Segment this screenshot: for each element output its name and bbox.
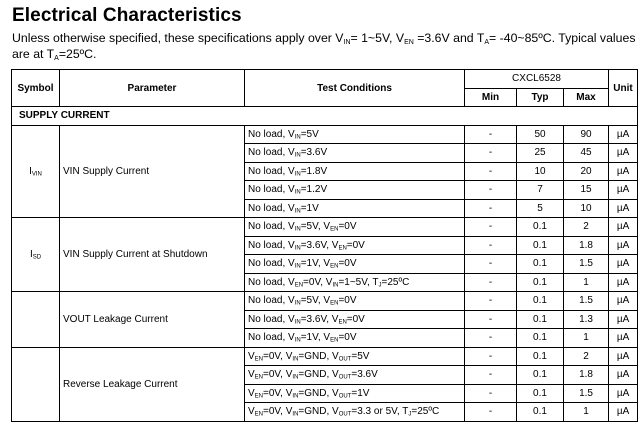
min-cell: - bbox=[465, 144, 517, 163]
header-min: Min bbox=[465, 88, 517, 107]
header-parameter: Parameter bbox=[60, 70, 245, 107]
min-cell: - bbox=[465, 218, 517, 237]
typ-cell: 0.1 bbox=[517, 218, 564, 237]
header-test-conditions: Test Conditions bbox=[245, 70, 465, 107]
parameter-cell: VOUT Leakage Current bbox=[60, 292, 245, 348]
min-cell: - bbox=[465, 329, 517, 348]
electrical-characteristics-table bbox=[11, 69, 638, 422]
section-title: SUPPLY CURRENT bbox=[12, 107, 638, 126]
table-row bbox=[12, 292, 638, 311]
min-cell: - bbox=[465, 125, 517, 144]
max-cell: 1 bbox=[564, 329, 609, 348]
test-condition-cell: No load, $V_{IN}=3.6V$, $V_{EN}=0V$ bbox=[245, 310, 465, 329]
unit-cell: µA bbox=[609, 199, 638, 218]
test-condition-cell: No load, $V_{IN}=1.8V$ bbox=[245, 162, 465, 181]
symbol-cell: $I_{VIN}$ bbox=[12, 125, 60, 218]
unit-cell: µA bbox=[609, 329, 638, 348]
min-cell: - bbox=[465, 162, 517, 181]
unit-cell: µA bbox=[609, 125, 638, 144]
test-condition-cell: $V_{EN}=0V$, $V_{IN}=GND$, $V_{OUT}=3.3$ or 5V, $T_J=25ºC$ bbox=[245, 403, 465, 422]
unit-cell: µA bbox=[609, 366, 638, 385]
symbol-cell: $I_{SD}$ bbox=[12, 218, 60, 292]
max-cell: 1.8 bbox=[564, 366, 609, 385]
typ-cell: 0.1 bbox=[517, 292, 564, 311]
min-cell: - bbox=[465, 366, 517, 385]
typ-cell: 0.1 bbox=[517, 329, 564, 348]
max-cell: 1.5 bbox=[564, 384, 609, 403]
typ-cell: 5 bbox=[517, 199, 564, 218]
unit-cell: µA bbox=[609, 255, 638, 274]
test-condition-cell: No load, $V_{IN}=5V$, $V_{EN}=0V$ bbox=[245, 292, 465, 311]
unit-cell: µA bbox=[609, 162, 638, 181]
test-condition-cell: No load, $V_{IN}=1V$, $V_{EN}=0V$ bbox=[245, 255, 465, 274]
test-condition-cell: No load, $V_{IN}=1V$, $V_{EN}=0V$ bbox=[245, 329, 465, 348]
min-cell: - bbox=[465, 236, 517, 255]
typ-cell: 10 bbox=[517, 162, 564, 181]
min-cell: - bbox=[465, 310, 517, 329]
symbol-cell bbox=[12, 347, 60, 421]
table-row bbox=[12, 218, 638, 237]
unit-cell: µA bbox=[609, 310, 638, 329]
max-cell: 1.3 bbox=[564, 310, 609, 329]
unit-cell: µA bbox=[609, 181, 638, 200]
header-max: Max bbox=[564, 88, 609, 107]
unit-cell: µA bbox=[609, 292, 638, 311]
min-cell: - bbox=[465, 255, 517, 274]
min-cell: - bbox=[465, 347, 517, 366]
min-cell: - bbox=[465, 384, 517, 403]
typ-cell: 0.1 bbox=[517, 347, 564, 366]
test-condition-cell: $V_{EN}=0V$, $V_{IN}=GND$, $V_{OUT}=5V$ bbox=[245, 347, 465, 366]
typ-cell: 0.1 bbox=[517, 273, 564, 292]
min-cell: - bbox=[465, 403, 517, 422]
unit-cell: µA bbox=[609, 347, 638, 366]
parameter-cell: VIN Supply Current at Shutdown bbox=[60, 218, 245, 292]
test-condition-cell: No load, $V_{EN}=0V$, $V_{IN}=1\sim 5V$, $T_J=25ºC$ bbox=[245, 273, 465, 292]
max-cell: 10 bbox=[564, 199, 609, 218]
typ-cell: 0.1 bbox=[517, 255, 564, 274]
max-cell: 20 bbox=[564, 162, 609, 181]
unit-cell: µA bbox=[609, 403, 638, 422]
test-condition-cell: No load, $V_{IN}=3.6V$ bbox=[245, 144, 465, 163]
typ-cell: 0.1 bbox=[517, 403, 564, 422]
min-cell: - bbox=[465, 181, 517, 200]
max-cell: 2 bbox=[564, 218, 609, 237]
typ-cell: 0.1 bbox=[517, 366, 564, 385]
test-condition-cell: No load, $V_{IN}=5V$, $V_{EN}=0V$ bbox=[245, 218, 465, 237]
typ-cell: 25 bbox=[517, 144, 564, 163]
unit-cell: µA bbox=[609, 273, 638, 292]
max-cell: 45 bbox=[564, 144, 609, 163]
test-condition-cell: No load, $V_{IN}=3.6V$, $V_{EN}=0V$ bbox=[245, 236, 465, 255]
parameter-cell: VIN Supply Current bbox=[60, 125, 245, 218]
typ-cell: 0.1 bbox=[517, 384, 564, 403]
unit-cell: µA bbox=[609, 144, 638, 163]
header-typ: Typ bbox=[517, 88, 564, 107]
page-title: Electrical Characteristics bbox=[12, 5, 242, 26]
table-row bbox=[12, 347, 638, 366]
test-condition-cell: $V_{EN}=0V$, $V_{IN}=GND$, $V_{OUT}=3.6V$ bbox=[245, 366, 465, 385]
table-row bbox=[12, 125, 638, 144]
typ-cell: 7 bbox=[517, 181, 564, 200]
typ-cell: 0.1 bbox=[517, 236, 564, 255]
unit-cell: µA bbox=[609, 218, 638, 237]
unit-cell: µA bbox=[609, 236, 638, 255]
min-cell: - bbox=[465, 199, 517, 218]
test-condition-cell: No load, $V_{IN}=1V$ bbox=[245, 199, 465, 218]
header-unit: Unit bbox=[609, 70, 638, 107]
max-cell: 90 bbox=[564, 125, 609, 144]
typ-cell: 0.1 bbox=[517, 310, 564, 329]
unit-cell: µA bbox=[609, 384, 638, 403]
parameter-cell: Reverse Leakage Current bbox=[60, 347, 245, 421]
header-symbol: Symbol bbox=[12, 70, 60, 107]
max-cell: 1.5 bbox=[564, 255, 609, 274]
intro-paragraph: Unless otherwise specified, these specifications apply over $V_{IN}=$ 1~5V, $V_{EN} =3.6V$ and $T_A=$ -40~85ºC. Typical values are at $T_A=25ºC$. bbox=[12, 31, 636, 62]
min-cell: - bbox=[465, 273, 517, 292]
typ-cell: 50 bbox=[517, 125, 564, 144]
max-cell: 1 bbox=[564, 403, 609, 422]
max-cell: 1.8 bbox=[564, 236, 609, 255]
max-cell: 2 bbox=[564, 347, 609, 366]
test-condition-cell: $V_{EN}=0V$, $V_{IN}=GND$, $V_{OUT}=1V$ bbox=[245, 384, 465, 403]
max-cell: 15 bbox=[564, 181, 609, 200]
max-cell: 1.5 bbox=[564, 292, 609, 311]
symbol-cell bbox=[12, 292, 60, 348]
min-cell: - bbox=[465, 292, 517, 311]
max-cell: 1 bbox=[564, 273, 609, 292]
test-condition-cell: No load, $V_{IN}=1.2V$ bbox=[245, 181, 465, 200]
test-condition-cell: No load, $V_{IN}=5V$ bbox=[245, 125, 465, 144]
header-part-number: CXCL6528 bbox=[465, 70, 609, 89]
